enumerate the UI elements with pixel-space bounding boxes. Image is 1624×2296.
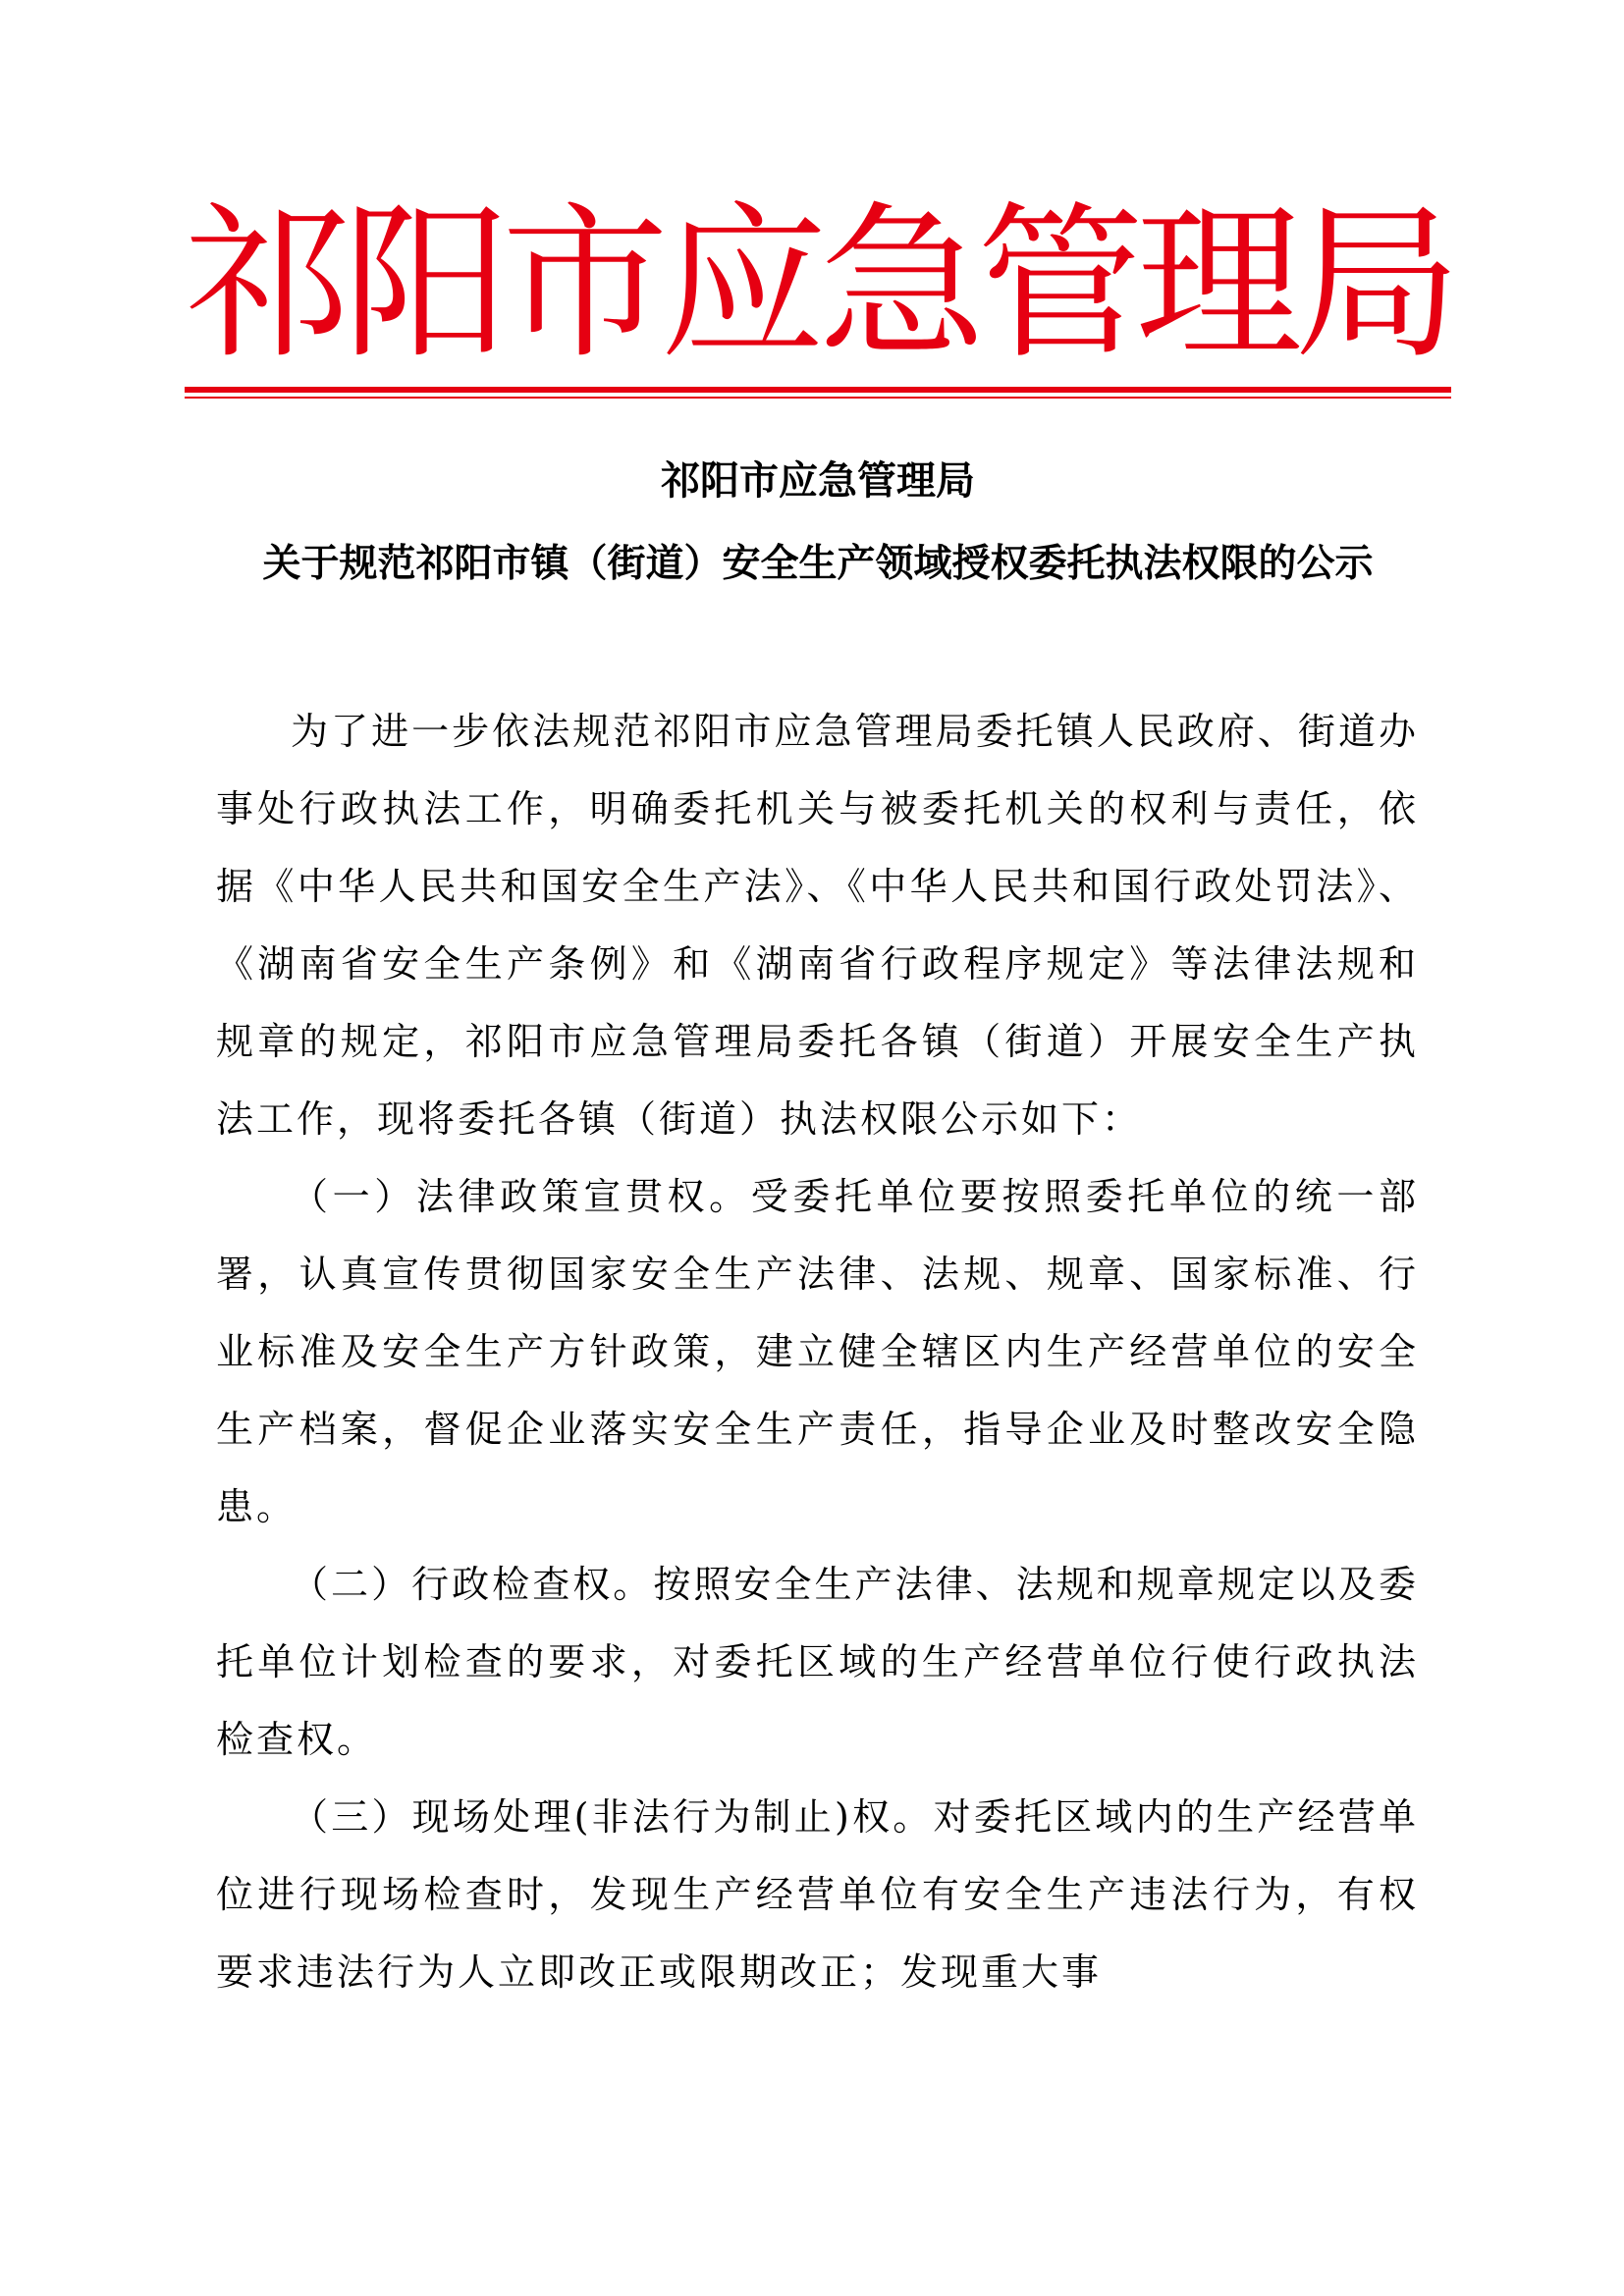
masthead-char: 市 <box>501 187 669 382</box>
masthead-char: 理 <box>1135 187 1303 382</box>
paragraph-item-3: （三）现场处理(非法行为制止)权。对委托区域内的生产经营单位进行现场检查时，发现生产经营单位有安全生产违法行为，有权要求违法行为人立即改正或限期改正；发现重大事 <box>216 1795 1419 1994</box>
document-body <box>216 693 1419 2011</box>
masthead-char: 局 <box>1293 187 1461 382</box>
paragraph-item-1: （一）法律政策宣贯权。受委托单位要按照委托单位的统一部署，认真宣传贯彻国家安全生产法律、法规、规章、国家标准、行业标准及安全生产方针政策，建立健全辖区内生产经营单位的安全生产档案，督促企业落实安全生产责任，指导企业及时整改安全隐患。 <box>216 1175 1419 1528</box>
masthead <box>185 187 1461 383</box>
masthead-char: 阳 <box>343 187 511 382</box>
masthead-char: 应 <box>660 187 828 382</box>
document-title-line2: 关于规范祁阳市镇（街道）安全生产领域授权委托执法权限的公示 <box>262 542 1374 586</box>
paragraph-item-2: （二）行政检查权。按照安全生产法律、法规和规章规定以及委托单位计划检查的要求，对委托区域的生产经营单位行使行政执法检查权。 <box>216 1563 1419 1761</box>
masthead-char: 管 <box>977 187 1145 382</box>
red-divider-thin <box>185 397 1451 399</box>
red-divider-thick <box>185 387 1451 393</box>
paragraph-intro: 为了进一步依法规范祁阳市应急管理局委托镇人民政府、街道办事处行政执法工作，明确委托机关与被委托机关的权利与责任，依据《中华人民共和国安全生产法》、《中华人民共和国行政处罚法》、《湖南省安全生产条例》和《湖南省行政程序规定》等法律法规和规章的规定，祁阳市应急管理局委托各镇（街道）开展安全生产执法工作，现将委托各镇（街道）执法权限公示如下： <box>216 710 1419 1141</box>
masthead-char: 祁 <box>185 187 352 382</box>
document-title-line1: 祁阳市应急管理局 <box>661 458 975 504</box>
masthead-char: 急 <box>818 187 986 382</box>
